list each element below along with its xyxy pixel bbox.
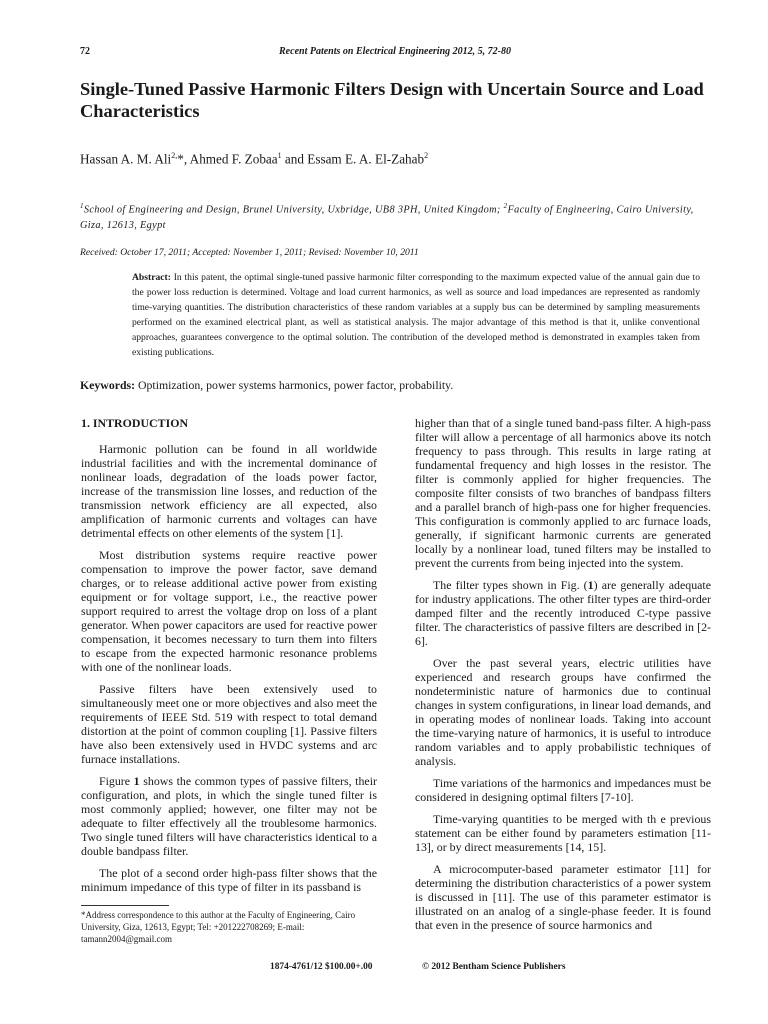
author-1-affil: 2,: [171, 151, 178, 160]
paragraph: higher than that of a single tuned band-pass filter. A high-pass filter will allow a percentage of all harmonics above its notch frequency to pass through. This results in large rating at fundamental frequency and high losses in the resistor. The filter is commonly applied for higher frequencies. The composite filter consists of two branches of bandpass filters and a parallel branch of high-pass one for higher frequencies. This configuration is commonly applied to arc furnace loads, generally, if significant harmonic currents are generated locally by a nonlinear load, tuned filters may be installed to prevent the currents from being injected into the system.: [415, 416, 711, 570]
keywords: [80, 378, 720, 393]
section-heading-introduction: 1. INTRODUCTION: [81, 416, 189, 430]
journal-citation: Recent Patents on Electrical Engineering 2012, 5, 72-80: [279, 46, 511, 57]
paragraph: Time-varying quantities to be merged with th e previous statement can be either found by parameters estimation [11-13], or by direct measurements [14, 15].: [415, 812, 711, 854]
keywords-label: Keywords:: [80, 378, 136, 392]
author-list: [80, 151, 730, 167]
article-dates: Received: October 17, 2011; Accepted: November 1, 2011; Revised: November 10, 2011: [80, 247, 419, 258]
paragraph: Over the past several years, electric utilities have experienced and research groups have confirmed the nondeterministic nature of harmonics due to continual changes in system configurations, in linear load demands, and in operating modes of nonlinear loads. Taking into account the time-varying nature of harmonics, it is useful to introduce random variables and to apply probabilistic techniques of analysis.: [415, 656, 711, 768]
running-header: [80, 46, 710, 62]
footnote-divider: [81, 905, 169, 906]
paragraph: Passive filters have been extensively used to simultaneously meet one or more objectives and also meet the requirements of IEEE Std. 519 with respect to total demand distortion at the point of common coupling [1]. Passive filters have also been extensively used in HVDC systems and arc furnace installations.: [81, 682, 377, 766]
correspondence-footnote: *Address correspondence to this author at the Faculty of Engineering, Cairo University, Giza, 12613, Egypt; Tel: +201222708269; E-mail: tamann2004@gmail.com: [81, 910, 356, 944]
copyright-notice: © 2012 Bentham Science Publishers: [422, 962, 566, 972]
author-1: Hassan A. M. Ali: [80, 151, 172, 167]
abstract-label: Abstract:: [132, 272, 171, 283]
affil-2: Faculty of Engineering, Cairo University, Giza, 12613, Egypt: [80, 204, 694, 232]
abstract: [132, 270, 700, 361]
author-3-affil: 2: [424, 151, 429, 160]
figure-ref: 1: [133, 774, 140, 788]
affiliations: [80, 198, 700, 234]
paragraph-text: Figure: [99, 774, 134, 788]
author-2: , Ahmed F. Zobaa: [183, 151, 278, 167]
paragraph: A microcomputer-based parameter estimator [11] for determining the distribution characteristics of a power system is discussed in [11]. The use of this parameter estimator is illustrated on an analog of a single-phase feeder. It is found that even in the presence of source harmonics and: [415, 862, 711, 932]
author-1-star: *: [177, 151, 184, 167]
paragraph-text: The filter types shown in Fig. (: [433, 578, 588, 592]
left-column: [81, 416, 377, 902]
paper-title: Single-Tuned Passive Harmonic Filters Design with Uncertain Source and Load Characteristics: [80, 79, 704, 121]
figure-ref: 1: [587, 578, 594, 592]
issn-price: 1874-4761/12 $100.00+.00: [270, 962, 373, 972]
author-2-affil: 1: [277, 151, 282, 160]
paragraph: Time variations of the harmonics and impedances must be considered in designing optimal filters [7-10].: [415, 776, 711, 804]
paragraph: [415, 578, 711, 648]
author-3: and Essam E. A. El-Zahab: [281, 151, 425, 167]
affil-1-mark: 1: [80, 202, 84, 210]
keywords-text: Optimization, power systems harmonics, power factor, probability.: [135, 378, 454, 392]
affil-2-mark: 2: [503, 202, 508, 210]
right-column: [415, 416, 711, 940]
paragraph: Most distribution systems require reactive power compensation to improve the power factor, save demand charges, or to release additional active power from existing equipment or for voltage support, i.e., the reactive power support required to arrest the voltage drop on loss of a plant generator. When power capacitors are used for reactive power compensation, it becomes necessary to turn them into filters to escape from the expected harmonic resonance problems with one of the nonlinear loads.: [81, 548, 377, 674]
paragraph-text: ) are generally adequate for industry applications. The other filter types are third-order damped filter and the recently introduced C-type passive filter. The characteristics of passive filters are described in [2-6].: [415, 578, 711, 648]
paragraph: [81, 774, 377, 858]
paragraph-text: shows the common types of passive filters, their configuration, and plots, in which the single tuned filter is most commonly applied; however, one filter may not be adequate to filter effectively all the troublesome harmonics. Two single tuned filters will have characteristics identical to a double bandpass filter.: [81, 774, 377, 858]
paragraph: The plot of a second order high-pass filter shows that the minimum impedance of this type of filter in its passband is: [81, 866, 377, 894]
abstract-text: In this patent, the optimal single-tuned passive harmonic filter corresponding to the maximum expected value of the annual gain due to the power loss reduction is determined. Voltage and load current harmonics, as well as source and load impedances are represented as randomly time-varying quantities. The distribution characteristics of these random variables at a supply bus can be determined by sampling measurements performed on the examined electrical plant, as well as statistical analysis. The major advantage of this method is that it, unlike conventional approaches, guarantees convergence to the optimal solution. The contribution of the developed method is demonstrated in examples taken from existing publications.: [132, 272, 700, 359]
paragraph: Harmonic pollution can be found in all worldwide industrial facilities and with the incremental dominance of nonlinear loads, degradation of the loads power factor, increase of the transmission line losses, and reduction of the transmission network efficiency are all expected, also amplification of harmonic currents and voltages can have detrimental effects on other elements of the system [1].: [81, 442, 377, 540]
page-number: 72: [80, 46, 90, 57]
page-footer: [270, 962, 600, 976]
affil-1: School of Engineering and Design, Brunel University, Uxbridge, UB8 3PH, United Kingdom;: [83, 204, 504, 216]
